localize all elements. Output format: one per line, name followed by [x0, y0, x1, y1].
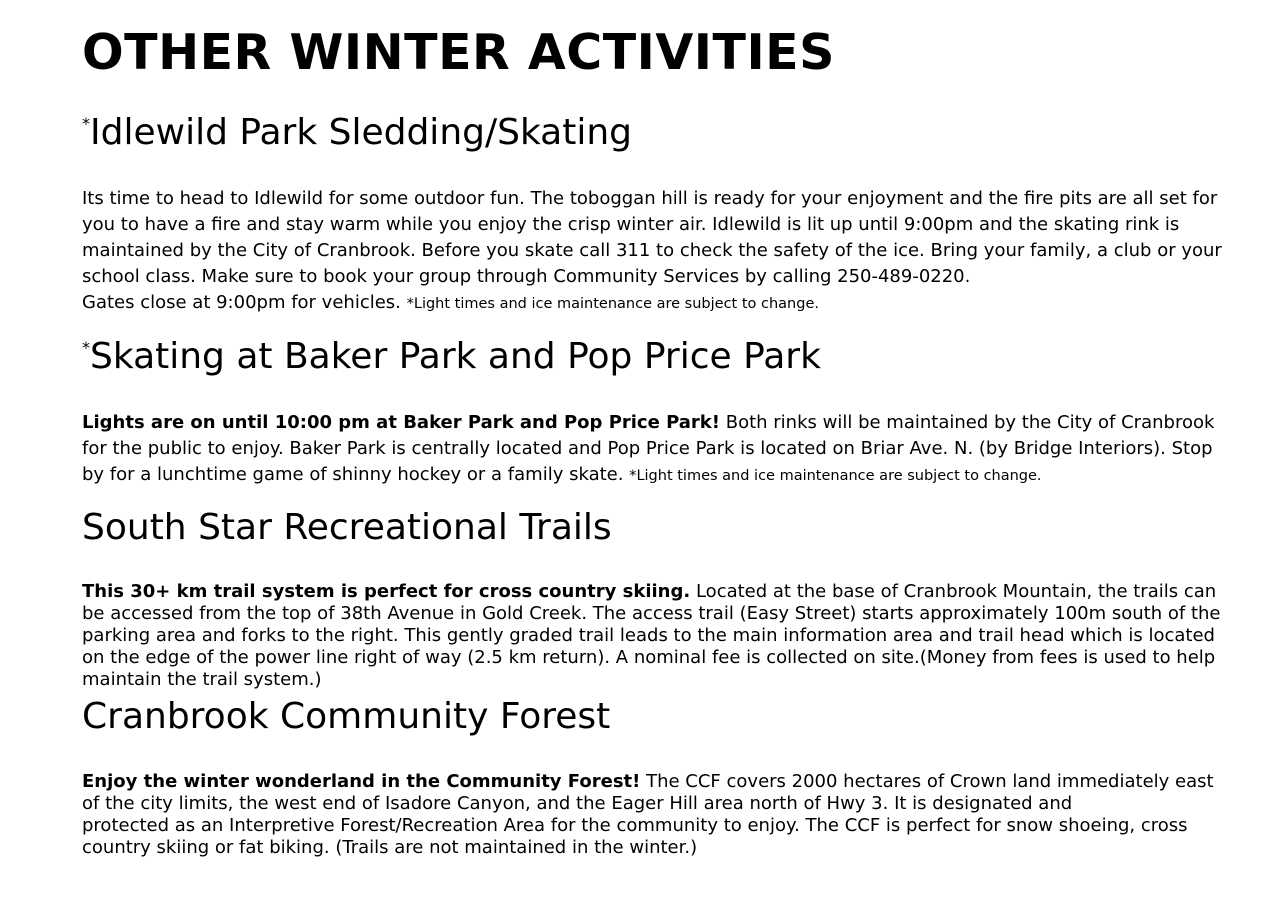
section-body-community-forest: [82, 771, 1232, 859]
heading-text: Idlewild Park Sledding/Skating: [90, 112, 633, 153]
heading-text: Cranbrook Community Forest: [82, 696, 611, 737]
heading-text: South Star Recreational Trails: [82, 507, 612, 548]
light-times-note: *Light times and ice maintenance are subject to change.: [406, 296, 819, 312]
body-text: Its time to head to Idlewild for some outdoor fun. The toboggan hill is ready for your enjoyment and the fire pits are all set for you to have a fire and stay warm while you enjoy the crisp winter air. Idlewild is lit up until 9:00pm and the skating rink is maintained by the City of Cranbrook. Before you skate call 311 to check the safety of the ice. Bring your family, a club or your school class. Make sure to book your group through Community Services by calling 250-489-0220.: [82, 188, 1222, 287]
section-heading-south-star: [82, 507, 612, 548]
heading-text: Skating at Baker Park and Pop Price Park: [90, 336, 821, 377]
section-body-skating: [82, 410, 1232, 489]
body-text-gates: Gates close at 9:00pm for vehicles.: [82, 292, 401, 313]
body-text: The CCF covers 2000 hectares of Crown land immediately east of the city limits, the west end of Isadore Canyon, and the Eager Hill area north of Hwy 3. It is designated and: [82, 771, 1214, 814]
lead-text: This 30+ km trail system is perfect for cross country skiing.: [82, 581, 691, 602]
section-heading-idlewild: [82, 112, 632, 153]
light-times-note: *Light times and ice maintenance are subject to change.: [629, 468, 1042, 484]
lead-text: Enjoy the winter wonderland in the Community Forest!: [82, 771, 641, 792]
body-text: Both rinks will be maintained by the City of Cranbrook for the public to enjoy. Baker Park is centrally located and Pop Price Park is located on Briar Ave. N. (by Bridge Interiors). Stop by for a lunchtime game of shinny hockey or a family skate.: [82, 412, 1215, 485]
section-heading-community-forest: [82, 696, 610, 737]
lead-text: Lights are on until 10:00 pm at Baker Park and Pop Price Park!: [82, 412, 720, 433]
section-body-idlewild: [82, 186, 1232, 317]
body-text-continued: protected as an Interpretive Forest/Recreation Area for the community to enjoy. The CCF is perfect for snow shoeing, cross country skiing or fat biking. (Trails are not maintained in the winter.): [82, 815, 1188, 858]
body-text: Located at the base of Cranbrook Mountain, the trails can be accessed from the top of 38th Avenue in Gold Creek. The access trail (Easy Street) starts approximately 100m south of the parking area and forks to the right. This gently graded trail leads to the main information area and trail head which is located on the edge of the power line right of way (2.5 km return). A nominal fee is collected on site.(Money from fees is used to help maintain the trail system.): [82, 581, 1221, 690]
heading-marker: *: [82, 114, 90, 133]
section-body-south-star: [82, 581, 1232, 691]
heading-marker: *: [82, 338, 90, 357]
section-heading-skating: [82, 336, 821, 377]
page-title: OTHER WINTER ACTIVITIES: [82, 24, 835, 81]
